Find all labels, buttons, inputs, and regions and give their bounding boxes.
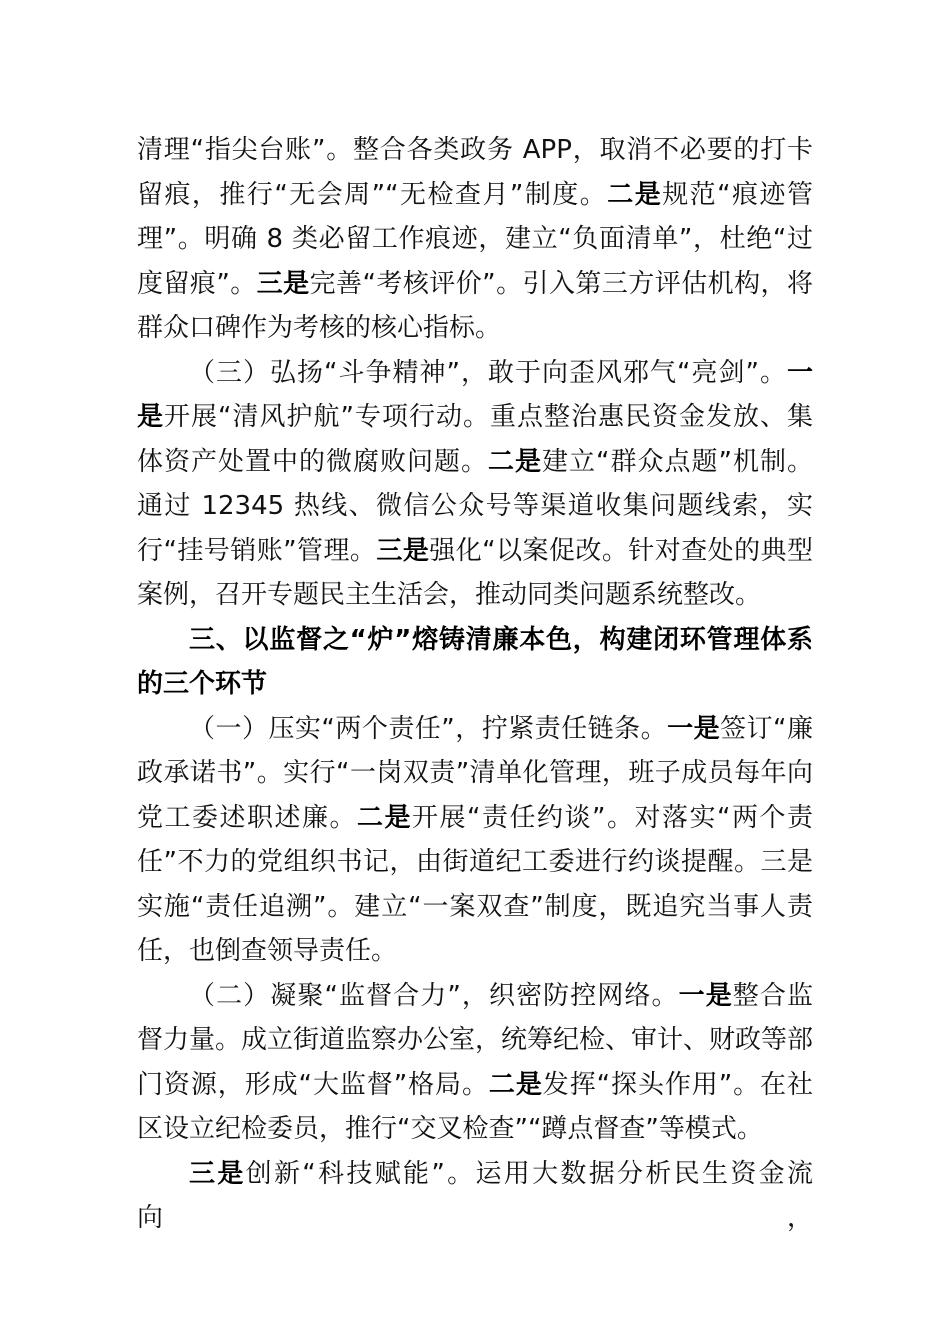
bold-marker: 一是 <box>137 357 813 432</box>
paragraph-text: 开展“清风护航”专项行动。重点整治惠民资金发放、集体资产处置中的微腐败问题。 <box>137 402 813 477</box>
bold-marker: 二是 <box>488 446 543 477</box>
bold-marker: 三是 <box>256 268 310 299</box>
body-paragraph <box>137 351 813 618</box>
paragraph-text: 完善“考核评价”。引入第三方评估机构，将群众口碑作为考核的核心指标。 <box>137 268 813 343</box>
bold-marker: 一是 <box>678 980 733 1011</box>
paragraph-text: （一）压实“两个责任”，拧紧责任链条。 <box>189 713 668 744</box>
paragraph-text: 清理“指尖台账”。整合各类政务 APP，取消不必要的打卡留痕，推行“无会周”“无检查月”制度。 <box>137 135 813 210</box>
body-paragraph <box>137 1152 813 1241</box>
paragraph-text: 发挥“探头作用”。在社区设立纪检委员，推行“交叉检查”“蹲点督查”等模式。 <box>137 1069 813 1144</box>
bold-marker: 三、以监督之“炉”熔铸清廉本色，构建闭环管理体系的三个环节 <box>137 624 813 699</box>
bold-marker: 一是 <box>667 713 721 744</box>
paragraph-text: （三）弘扬“斗争精神”，敢于向歪风邪气“亮剑”。 <box>189 357 787 388</box>
bold-marker: 三是 <box>189 1158 246 1189</box>
body-paragraph <box>137 128 813 351</box>
paragraph-text: 签订“廉政承诺书”。实行“一岗双责”清单化管理，班子成员每年向党工委述职述廉。 <box>137 713 813 833</box>
paragraph-text: 建立“群众点题”机制。通过 12345 热线、微信公众号等渠道收集问题线索，实行“挂号销账”管理。 <box>137 446 813 566</box>
bold-marker: 二是 <box>357 802 413 833</box>
paragraph-text: 创新“科技赋能”。运用大数据分析民生资金流向， <box>137 1158 813 1233</box>
paragraph-text: 规范“痕迹管理”。明确 8 类必留工作痕迹，建立“负面清单”，杜绝“过度留痕”。 <box>137 179 813 299</box>
paragraph-text: 强化“以案促改。针对查处的典型案例，召开专题民主生活会，推动同类问题系统整改。 <box>137 535 813 610</box>
bold-marker: 二是 <box>488 1069 543 1100</box>
section-heading <box>137 618 813 707</box>
body-paragraph <box>137 707 813 974</box>
bold-marker: 三是 <box>376 535 430 566</box>
paragraph-text: （二）凝聚“监督合力”，织密防控网络。 <box>189 980 679 1011</box>
bold-marker: 二是 <box>607 179 663 210</box>
paragraph-text: 开展“责任约谈”。对落实“两个责任”不力的党组织书记，由街道纪工委进行约谈提醒。三是实施“责任追溯”。建立“一案双查”制度，既追究当事人责任，也倒查领导责任。 <box>137 802 813 966</box>
document-body <box>137 128 813 1241</box>
body-paragraph <box>137 974 813 1152</box>
paragraph-text: 整合监督力量。成立街道监察办公室，统筹纪检、审计、财政等部门资源，形成“大监督”格局。 <box>137 980 814 1100</box>
